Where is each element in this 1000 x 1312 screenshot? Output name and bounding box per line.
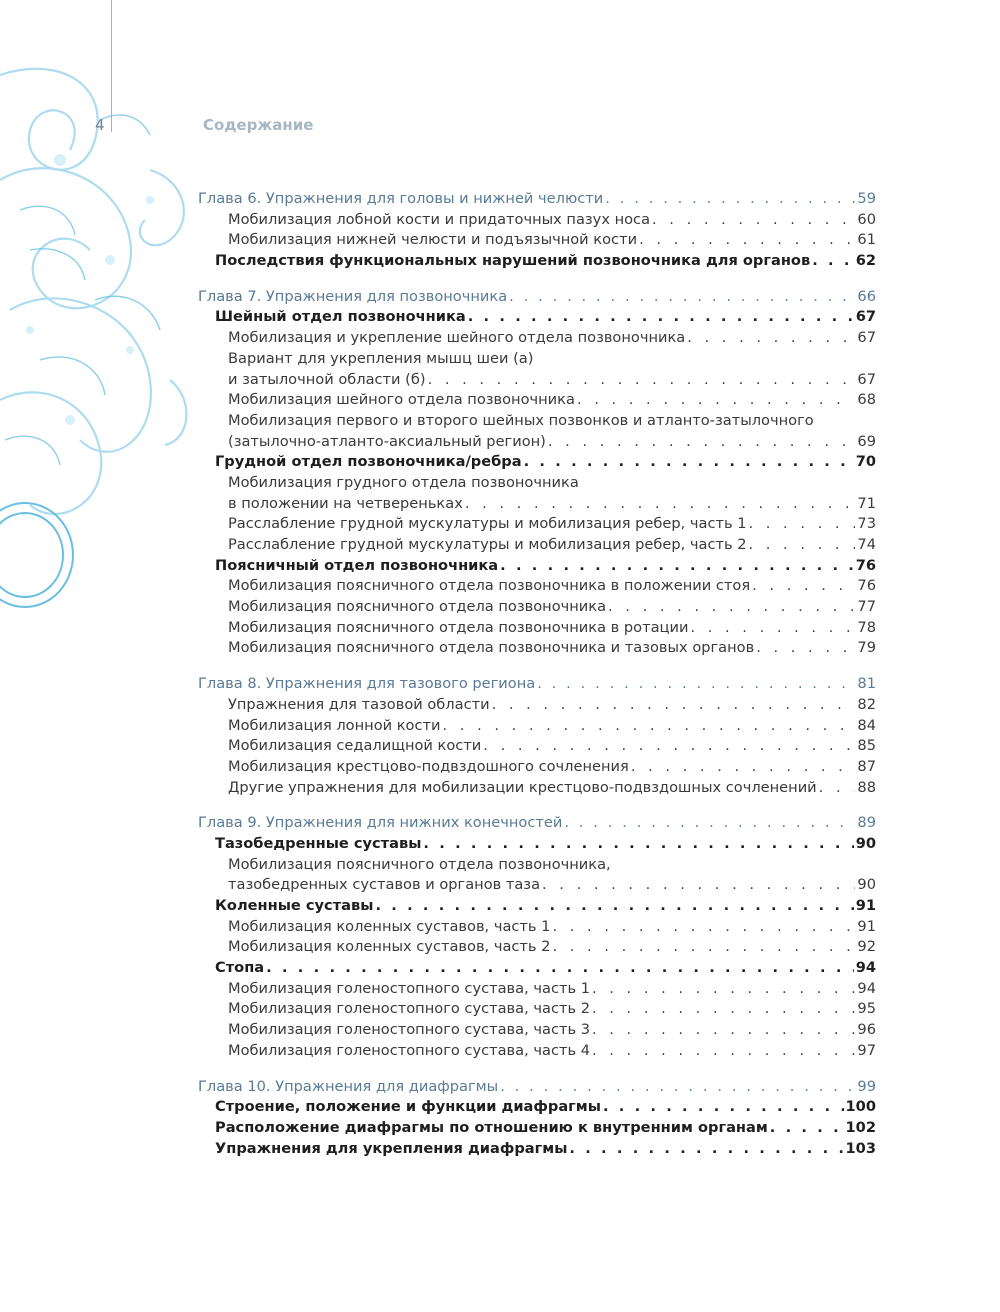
toc-entry-title: Мобилизация седалищной кости — [228, 737, 482, 755]
toc-entry-title: Мобилизация голеностопного сустава, часть 1 — [228, 979, 590, 997]
toc-entry-title: Расслабление грудной мускулатуры и мобилизация ребер, часть 1 — [228, 515, 747, 533]
toc-page-number: 62 — [855, 252, 876, 270]
toc-chapter-title[interactable] — [198, 1077, 876, 1098]
toc-entry-title: Грудной отдел позвоночника/ребра — [215, 453, 522, 471]
toc-subsection[interactable] — [198, 210, 876, 231]
dot-leader — [756, 638, 855, 659]
dot-leader — [552, 917, 855, 938]
toc-subsection[interactable] — [198, 716, 876, 737]
toc-entry-title: (затылочно-атланто-аксиальный регион) — [228, 432, 546, 450]
toc-page-number: 67 — [857, 329, 876, 347]
toc-page-number: 61 — [857, 231, 876, 249]
dot-leader — [564, 813, 855, 834]
toc-subsection[interactable] — [198, 757, 876, 778]
toc-entry-title: Мобилизация голеностопного сустава, часть 3 — [228, 1021, 590, 1039]
dot-leader — [608, 597, 855, 618]
dot-leader — [483, 736, 855, 757]
dot-leader — [631, 757, 856, 778]
toc-entry-title: Мобилизация шейного отдела позвоночника — [228, 391, 575, 409]
toc-page-number: 89 — [857, 814, 876, 832]
toc-page-number: 103 — [845, 1139, 876, 1157]
toc-entry-title: Коленные суставы — [215, 897, 374, 914]
toc-subsection[interactable] — [198, 638, 876, 659]
toc-entry-title: Упражнения для укрепления диафрагмы — [215, 1139, 568, 1157]
toc-entry-title: Мобилизация лобной кости и придаточных пазух носа — [228, 210, 651, 228]
toc-subsection[interactable] — [198, 979, 876, 1000]
dot-leader — [749, 514, 856, 535]
dot-leader — [266, 958, 854, 979]
toc-subsection[interactable] — [198, 917, 876, 938]
dot-leader — [423, 834, 853, 855]
dot-leader — [492, 695, 856, 716]
toc-entry-title: Тазобедренные суставы — [215, 834, 422, 852]
toc-section[interactable] — [198, 251, 876, 272]
decorative-ornament — [0, 0, 200, 660]
dot-leader — [428, 370, 856, 391]
toc-subsection[interactable] — [198, 576, 876, 597]
toc-subsection[interactable] — [198, 370, 876, 391]
dot-leader — [524, 452, 854, 473]
toc-entry-title: Расслабление грудной мускулатуры и мобилизация ребер, часть 2 — [228, 536, 747, 553]
dot-leader — [465, 494, 856, 515]
toc-entry-title: Мобилизация грудного отдела позвоночника — [228, 473, 579, 491]
toc-page-number: 60 — [857, 210, 876, 228]
toc-page-number: 100 — [845, 1098, 876, 1116]
toc-page-number: 74 — [857, 536, 876, 553]
toc-page-number: 69 — [857, 432, 876, 450]
toc-page-number: 81 — [857, 675, 876, 693]
toc-entry-title: Мобилизация поясничного отдела позвоночника в ротации — [228, 618, 689, 636]
toc-page-number: 68 — [857, 391, 876, 409]
toc-entry-title: Мобилизация нижней челюсти и подъязычной кости — [228, 231, 638, 249]
toc-page-number: 87 — [857, 757, 876, 775]
toc-page-number: 76 — [857, 577, 876, 595]
dot-leader — [592, 999, 855, 1020]
toc-subsection[interactable] — [198, 390, 876, 411]
toc-section[interactable] — [198, 307, 876, 328]
toc-section[interactable] — [198, 958, 876, 979]
toc-subsection[interactable] — [198, 535, 876, 556]
toc-chapter-title[interactable] — [198, 189, 876, 210]
dot-leader — [548, 432, 856, 453]
dot-leader — [375, 896, 853, 917]
toc-subsection[interactable] — [198, 855, 876, 876]
toc-section[interactable] — [198, 834, 876, 855]
toc-section[interactable] — [198, 556, 876, 577]
toc-subsection[interactable] — [198, 736, 876, 757]
dot-leader — [569, 1139, 843, 1160]
toc-entry-title: Упражнения для тазовой области — [228, 695, 490, 713]
toc-page-number: 90 — [857, 876, 876, 894]
dot-leader — [509, 287, 855, 308]
dot-leader — [819, 778, 856, 799]
dot-leader — [592, 1041, 855, 1062]
toc-page-number: 97 — [857, 1041, 876, 1059]
toc-page-number: 66 — [857, 287, 876, 305]
toc-entry-title: Глава 8. Упражнения для тазового региона — [198, 675, 536, 693]
dot-leader — [500, 1077, 855, 1098]
toc-subsection[interactable] — [198, 937, 876, 958]
toc-section[interactable] — [198, 1118, 876, 1139]
toc-page-number: 82 — [857, 695, 876, 713]
dot-leader — [603, 1097, 844, 1118]
toc-page-number: 91 — [855, 897, 876, 914]
toc-entry-title: Вариант для укрепления мышц шеи (а) — [228, 349, 534, 367]
dot-leader — [687, 328, 855, 349]
dot-leader — [690, 618, 855, 639]
header-divider-line — [111, 0, 112, 132]
toc-page-number: 102 — [845, 1118, 876, 1136]
dot-leader — [468, 307, 854, 328]
dot-leader — [639, 230, 855, 251]
toc-entry-title: Шейный отдел позвоночника — [215, 308, 466, 326]
toc-page-number: 79 — [857, 639, 876, 657]
toc-entry-title: Мобилизация голеностопного сустава, часть 4 — [228, 1041, 590, 1059]
toc-entry-title: Глава 6. Упражнения для головы и нижней челюсти — [198, 190, 604, 207]
dot-leader — [812, 251, 853, 272]
toc-page-number: 91 — [857, 917, 876, 935]
toc-page-number: 73 — [857, 515, 876, 533]
toc-subsection[interactable] — [198, 411, 876, 432]
toc-entry-title: Глава 10. Упражнения для диафрагмы — [198, 1077, 499, 1095]
toc-section[interactable] — [198, 1139, 876, 1160]
toc-entry-title: Строение, положение и функции диафрагмы — [215, 1098, 601, 1116]
section-title: Содержание — [203, 116, 314, 134]
toc-page-number: 85 — [857, 737, 876, 755]
toc-page-number: 90 — [855, 834, 876, 852]
toc-subsection[interactable] — [198, 695, 876, 716]
dot-leader — [749, 535, 856, 556]
toc-subsection[interactable] — [198, 778, 876, 799]
dot-leader — [592, 979, 855, 1000]
toc-entry-title: Расположение диафрагмы по отношению к внутренним органам — [215, 1118, 768, 1136]
toc-page-number: 77 — [857, 598, 876, 616]
dot-leader — [770, 1118, 844, 1139]
toc-subsection[interactable] — [198, 494, 876, 515]
toc-entry-title: Поясничный отдел позвоночника — [215, 556, 499, 574]
page-number: 4 — [95, 116, 105, 134]
toc-entry-title: Мобилизация коленных суставов, часть 1 — [228, 917, 551, 935]
toc-entry-title: в положении на четвереньках — [228, 494, 463, 512]
toc-subsection[interactable] — [198, 432, 876, 453]
toc-subsection[interactable] — [198, 230, 876, 251]
toc-entry-title: Другие упражнения для мобилизации крестцово-подвздошных сочленений — [228, 778, 817, 796]
toc-page-number: 59 — [857, 190, 876, 207]
toc-page-number: 99 — [857, 1077, 876, 1095]
dot-leader — [542, 875, 855, 896]
toc-chapter-title[interactable] — [198, 674, 876, 695]
toc-page-number: 71 — [857, 494, 876, 512]
table-of-contents — [198, 189, 876, 1174]
toc-page-number: 78 — [857, 618, 876, 636]
dot-leader — [605, 189, 855, 210]
toc-subsection[interactable] — [198, 514, 876, 535]
toc-page-number: 70 — [855, 453, 876, 471]
toc-chapter — [198, 813, 876, 1061]
toc-entry-title: Мобилизация крестцово-подвздошного сочленения — [228, 757, 629, 775]
toc-entry-title: Мобилизация первого и второго шейных позвонков и атланто-затылочного — [228, 411, 814, 429]
toc-entry-title: Мобилизация и укрепление шейного отдела позвоночника — [228, 329, 686, 347]
toc-page-number: 95 — [857, 1000, 876, 1018]
dot-leader — [500, 556, 854, 577]
toc-entry-title: Глава 9. Упражнения для нижних конечностей — [198, 814, 563, 832]
toc-entry-title: Стопа — [215, 959, 265, 977]
toc-page-number: 67 — [855, 308, 876, 326]
dot-leader — [752, 576, 855, 597]
toc-entry-title: Мобилизация лонной кости — [228, 716, 441, 734]
toc-chapter — [198, 674, 876, 798]
toc-subsection[interactable] — [198, 349, 876, 370]
toc-entry-title: Мобилизация поясничного отдела позвоночника и тазовых органов — [228, 639, 755, 657]
toc-chapter-title[interactable] — [198, 287, 876, 308]
toc-entry-title: Мобилизация коленных суставов, часть 2 — [228, 938, 551, 956]
toc-subsection[interactable] — [198, 999, 876, 1020]
dot-leader — [443, 716, 856, 737]
toc-page-number: 88 — [857, 778, 876, 796]
toc-chapter — [198, 1077, 876, 1160]
toc-page-number: 67 — [857, 370, 876, 388]
dot-leader — [552, 937, 855, 958]
toc-page-number: 92 — [857, 938, 876, 956]
toc-page-number: 94 — [857, 979, 876, 997]
toc-entry-title: тазобедренных суставов и органов таза — [228, 876, 541, 894]
toc-chapter — [198, 189, 876, 272]
toc-page-number: 84 — [857, 716, 876, 734]
toc-section[interactable] — [198, 1097, 876, 1118]
dot-leader — [592, 1020, 855, 1041]
dot-leader — [577, 390, 855, 411]
toc-subsection[interactable] — [198, 473, 876, 494]
toc-entry-title: Последствия функциональных нарушений позвоночника для органов — [215, 252, 811, 270]
toc-entry-title: Мобилизация поясничного отдела позвоночника, — [228, 855, 611, 873]
toc-entry-title: Глава 7. Упражнения для позвоночника — [198, 287, 508, 305]
toc-subsection[interactable] — [198, 1041, 876, 1062]
toc-section[interactable] — [198, 452, 876, 473]
toc-subsection[interactable] — [198, 1020, 876, 1041]
toc-page-number: 96 — [857, 1021, 876, 1039]
dot-leader — [652, 210, 855, 231]
toc-subsection[interactable] — [198, 597, 876, 618]
dot-leader — [537, 674, 855, 695]
toc-subsection[interactable] — [198, 875, 876, 896]
toc-subsection[interactable] — [198, 618, 876, 639]
toc-entry-title: Мобилизация поясничного отдела позвоночника — [228, 598, 607, 616]
toc-entry-title: Мобилизация голеностопного сустава, часть 2 — [228, 1000, 590, 1018]
toc-page-number: 94 — [855, 959, 876, 977]
toc-section[interactable] — [198, 896, 876, 917]
toc-entry-title: и затылочной области (б) — [228, 370, 426, 388]
toc-page-number: 76 — [855, 556, 876, 574]
toc-subsection[interactable] — [198, 328, 876, 349]
toc-entry-title: Мобилизация поясничного отдела позвоночника в положении стоя — [228, 577, 751, 595]
toc-chapter-title[interactable] — [198, 813, 876, 834]
toc-chapter — [198, 287, 876, 659]
